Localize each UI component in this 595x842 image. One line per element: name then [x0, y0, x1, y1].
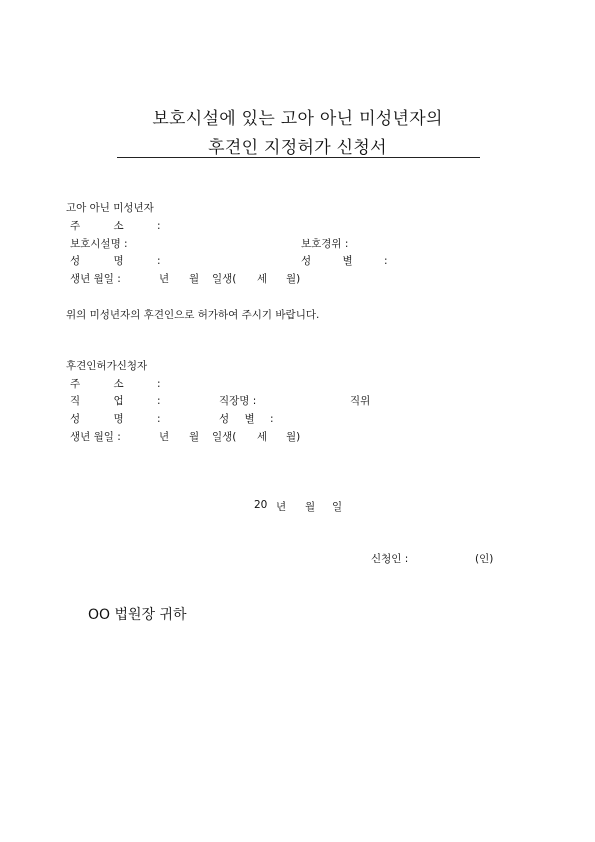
applicant-signature-label: 신청인 :: [371, 553, 409, 565]
seal-mark: (인): [475, 553, 494, 565]
document-title-line-2: 후견인 지정허가 신청서: [208, 138, 387, 158]
minor-protection-label: 보호경위 :: [301, 238, 349, 250]
minor-birth-label: 생년 월일 :: [70, 273, 121, 285]
date-month: 월: [305, 501, 316, 513]
minor-birth-close: 월): [286, 273, 301, 285]
title-underline: [117, 157, 480, 158]
applicant-name-label: 성 명 :: [70, 413, 161, 425]
minor-birth-year: 년: [159, 273, 170, 285]
date-year-prefix: 20: [254, 499, 268, 511]
minor-address-label: 주 소 :: [70, 220, 161, 232]
document-title-line-1: 보호시설에 있는 고아 아닌 미성년자의: [152, 109, 443, 129]
applicant-birth-label: 생년 월일 :: [70, 431, 121, 443]
minor-birth-day: 일생(: [212, 273, 237, 285]
applicant-address-label: 주 소 :: [70, 378, 161, 390]
minor-birth-age: 세: [257, 273, 268, 285]
applicant-birth-close: 월): [286, 431, 301, 443]
applicant-gender-label: 성 별 :: [219, 413, 274, 425]
applicant-birth-year: 년: [159, 431, 170, 443]
minor-facility-label: 보호시설명 :: [70, 238, 128, 250]
addressee: OO 법원장 귀하: [88, 607, 187, 623]
applicant-birth-month: 월: [189, 431, 200, 443]
applicant-birth-age: 세: [257, 431, 268, 443]
date-year: 년: [276, 501, 287, 513]
applicant-birth-day: 일생(: [212, 431, 237, 443]
applicant-workplace-label: 직장명 :: [219, 395, 257, 407]
request-statement: 위의 미성년자의 후견인으로 허가하여 주시기 바랍니다.: [66, 309, 320, 321]
date-day: 일: [332, 501, 343, 513]
minor-birth-month: 월: [189, 273, 200, 285]
minor-section-label: 고아 아닌 미성년자: [66, 202, 154, 214]
minor-name-label: 성 명 :: [70, 255, 161, 267]
minor-gender-label: 성 별 :: [301, 255, 388, 267]
applicant-position-label: 직위: [350, 395, 371, 407]
applicant-section-label: 후견인허가신청자: [66, 360, 148, 372]
applicant-job-label: 직 업 :: [70, 395, 161, 407]
